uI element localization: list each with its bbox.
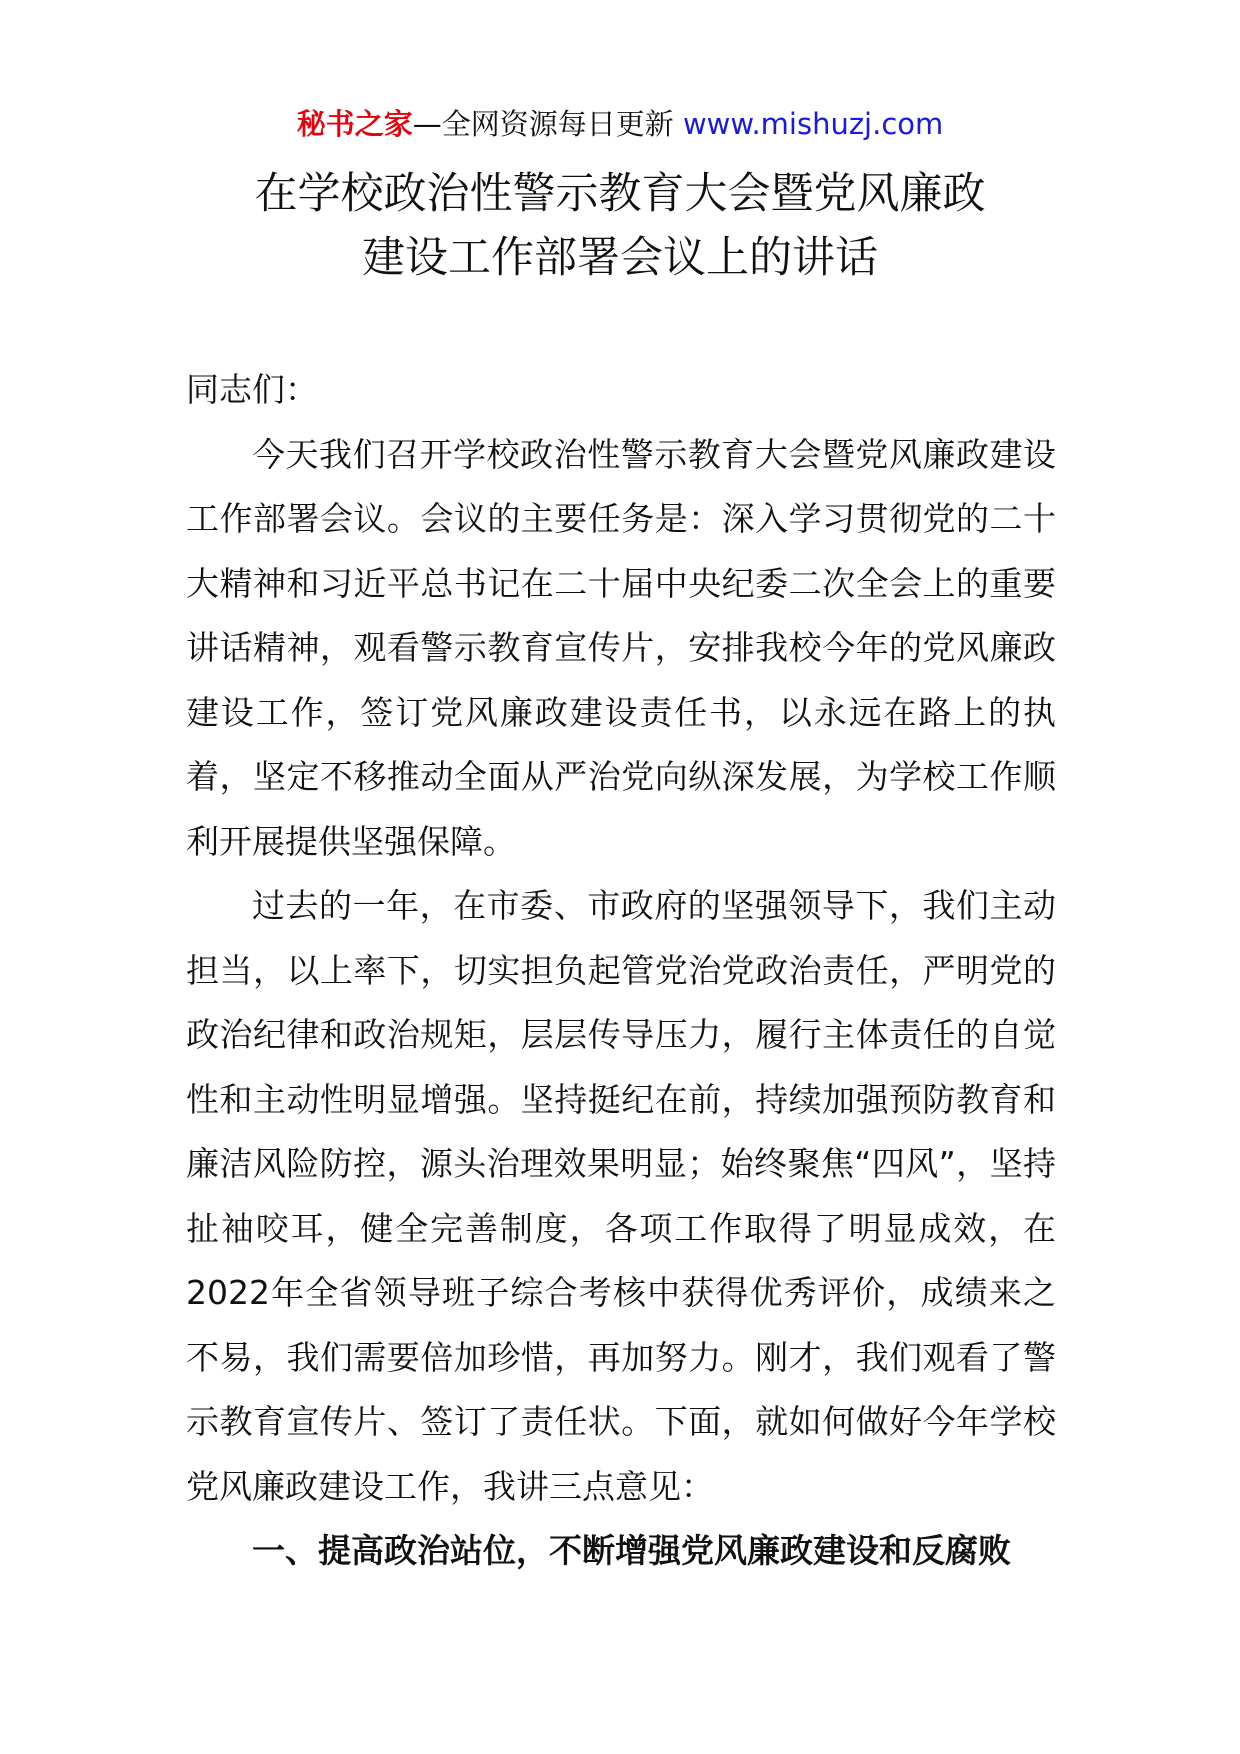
site-tagline: —全网资源每日更新 <box>412 107 683 141</box>
document-title <box>0 162 1240 290</box>
document-body <box>186 358 1056 1584</box>
section-heading-1: 一、提高政治站位，不断增强党风廉政建设和反腐败 <box>252 1531 1011 1570</box>
paragraph-2: 过去的一年，在市委、市政府的坚强领导下，我们主动担当，以上率下，切实担负起管党治党政治责任，严明党的政治纪律和政治规矩，层层传导压力，履行主体责任的自觉性和主动性明显增强。坚持挺纪在前，持续加强预防教育和廉洁风险防控，源头治理效果明显；始终聚焦“四风”，坚持扯袖咬耳，健全完善制度，各项工作取得了明显成效，在2022年全省领导班子综合考核中获得优秀评价，成绩来之不易，我们需要倍加珍惜，再加努力。刚才，我们观看了警示教育宣传片、签订了责任状。下面，就如何做好今年学校党风廉政建设工作，我讲三点意见： <box>186 886 1056 1506</box>
site-header <box>0 104 1240 144</box>
paragraph-1: 今天我们召开学校政治性警示教育大会暨党风廉政建设工作部署会议。会议的主要任务是：深入学习贯彻党的二十大精神和习近平总书记在二十届中央纪委二次全会上的重要讲话精神，观看警示教育宣传片，安排我校今年的党风廉政建设工作，签订党风廉政建设责任书，以永远在路上的执着，坚定不移推动全面从严治党向纵深发展，为学校工作顺利开展提供坚强保障。 <box>186 434 1056 861</box>
title-line-2: 建设工作部署会议上的讲话 <box>362 233 878 283</box>
site-brand: 秘书之家 <box>296 107 413 141</box>
title-line-1: 在学校政治性警示教育大会暨党风廉政 <box>254 169 986 219</box>
salutation: 同志们： <box>186 370 318 409</box>
site-url-link[interactable]: www.mishuzj.com <box>682 107 944 141</box>
